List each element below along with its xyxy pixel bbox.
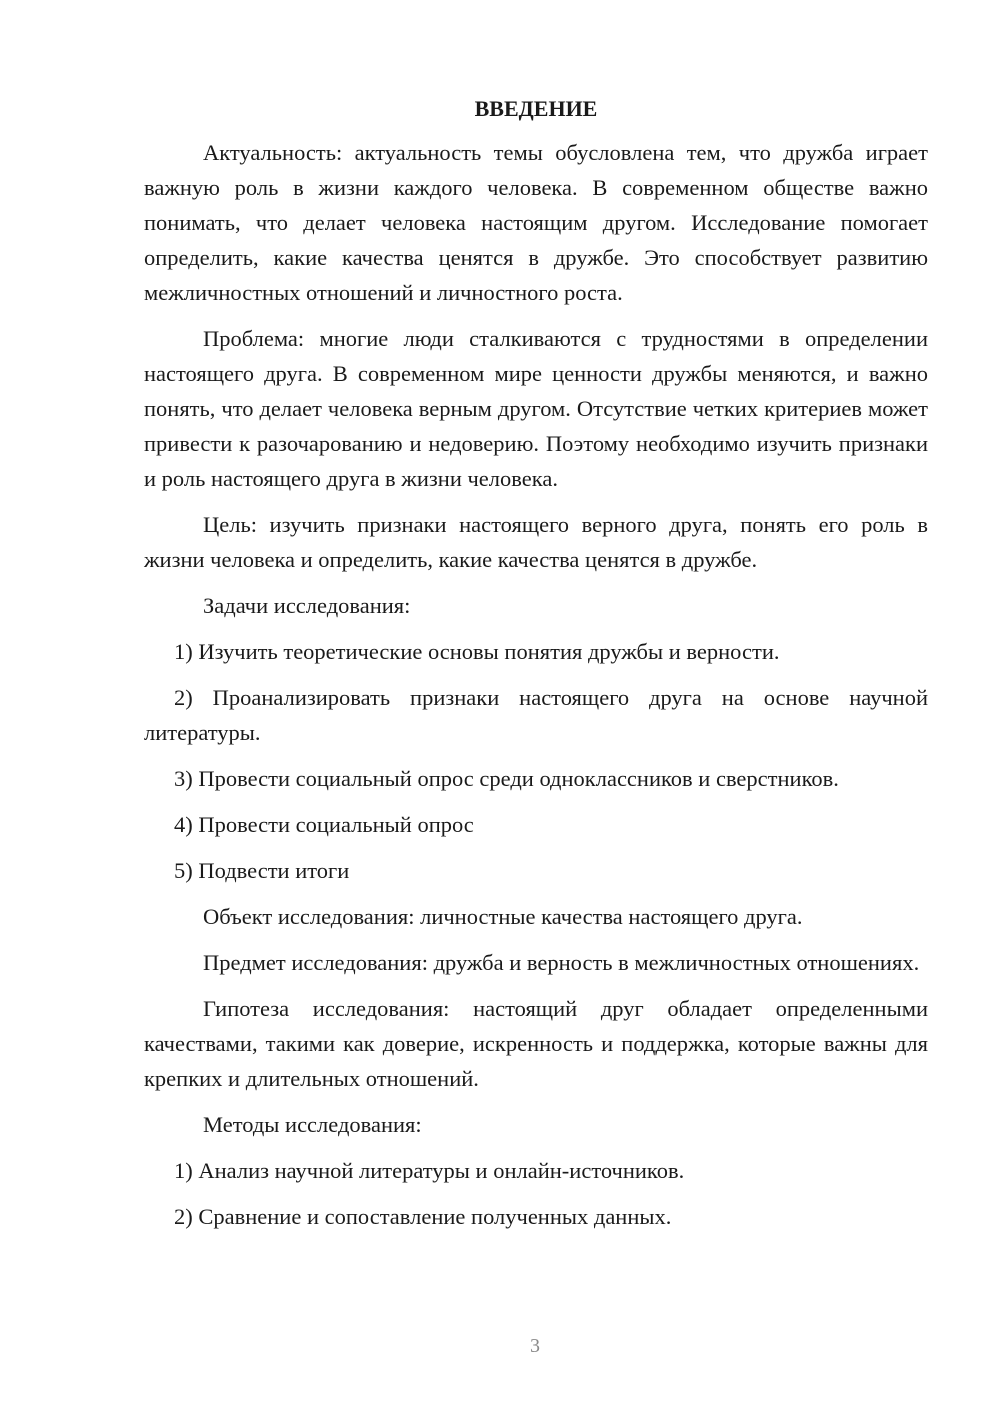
object-paragraph: Объект исследования: личностные качества настоящего друга. <box>203 904 803 929</box>
relevance-paragraph: Актуальность: актуальность темы обусловлена тем, что дружба играет важную роль в жизни каждого человека. В современном обществе важно понимать, что делает человека настоящим другом. Исследование помогает определить, какие качества ценятся в дружбе. Это способствует развитию межличностных отношений и личностного роста. <box>144 140 928 305</box>
document-body <box>144 94 928 1245</box>
subject-paragraph: Предмет исследования: дружба и верность в межличностных отношениях. <box>203 950 920 975</box>
goal-paragraph: Цель: изучить признаки настоящего верного друга, понять его роль в жизни человека и определить, какие качества ценятся в дружбе. <box>144 512 928 572</box>
page-title: ВВЕДЕНИЕ <box>474 96 598 121</box>
task-item-5: 5) Подвести итоги <box>174 858 350 883</box>
page-number: 3 <box>530 1335 540 1357</box>
methods-heading: Методы исследования: <box>203 1112 422 1137</box>
method-item-1: 1) Анализ научной литературы и онлайн-источников. <box>174 1158 685 1183</box>
problem-paragraph: Проблема: многие люди сталкиваются с трудностями в определении настоящего друга. В современном мире ценности дружбы меняются, и важно понять, что делает человека верным другом. Отсутствие четких критериев может привести к разочарованию и недоверию. Поэтому необходимо изучить признаки и роль настоящего друга в жизни человека. <box>144 326 928 491</box>
task-item-2: 2) Проанализировать признаки настоящего друга на основе научной литературы. <box>144 685 928 745</box>
hypothesis-paragraph: Гипотеза исследования: настоящий друг обладает определенными качествами, такими как доверие, искренность и поддержка, которые важны для крепких и длительных отношений. <box>144 996 928 1091</box>
task-item-1: 1) Изучить теоретические основы понятия дружбы и верности. <box>174 639 780 664</box>
tasks-heading: Задачи исследования: <box>203 593 411 618</box>
task-item-4: 4) Провести социальный опрос <box>174 812 474 837</box>
method-item-2: 2) Сравнение и сопоставление полученных данных. <box>174 1204 672 1229</box>
task-item-3: 3) Провести социальный опрос среди одноклассников и сверстников. <box>174 766 839 791</box>
